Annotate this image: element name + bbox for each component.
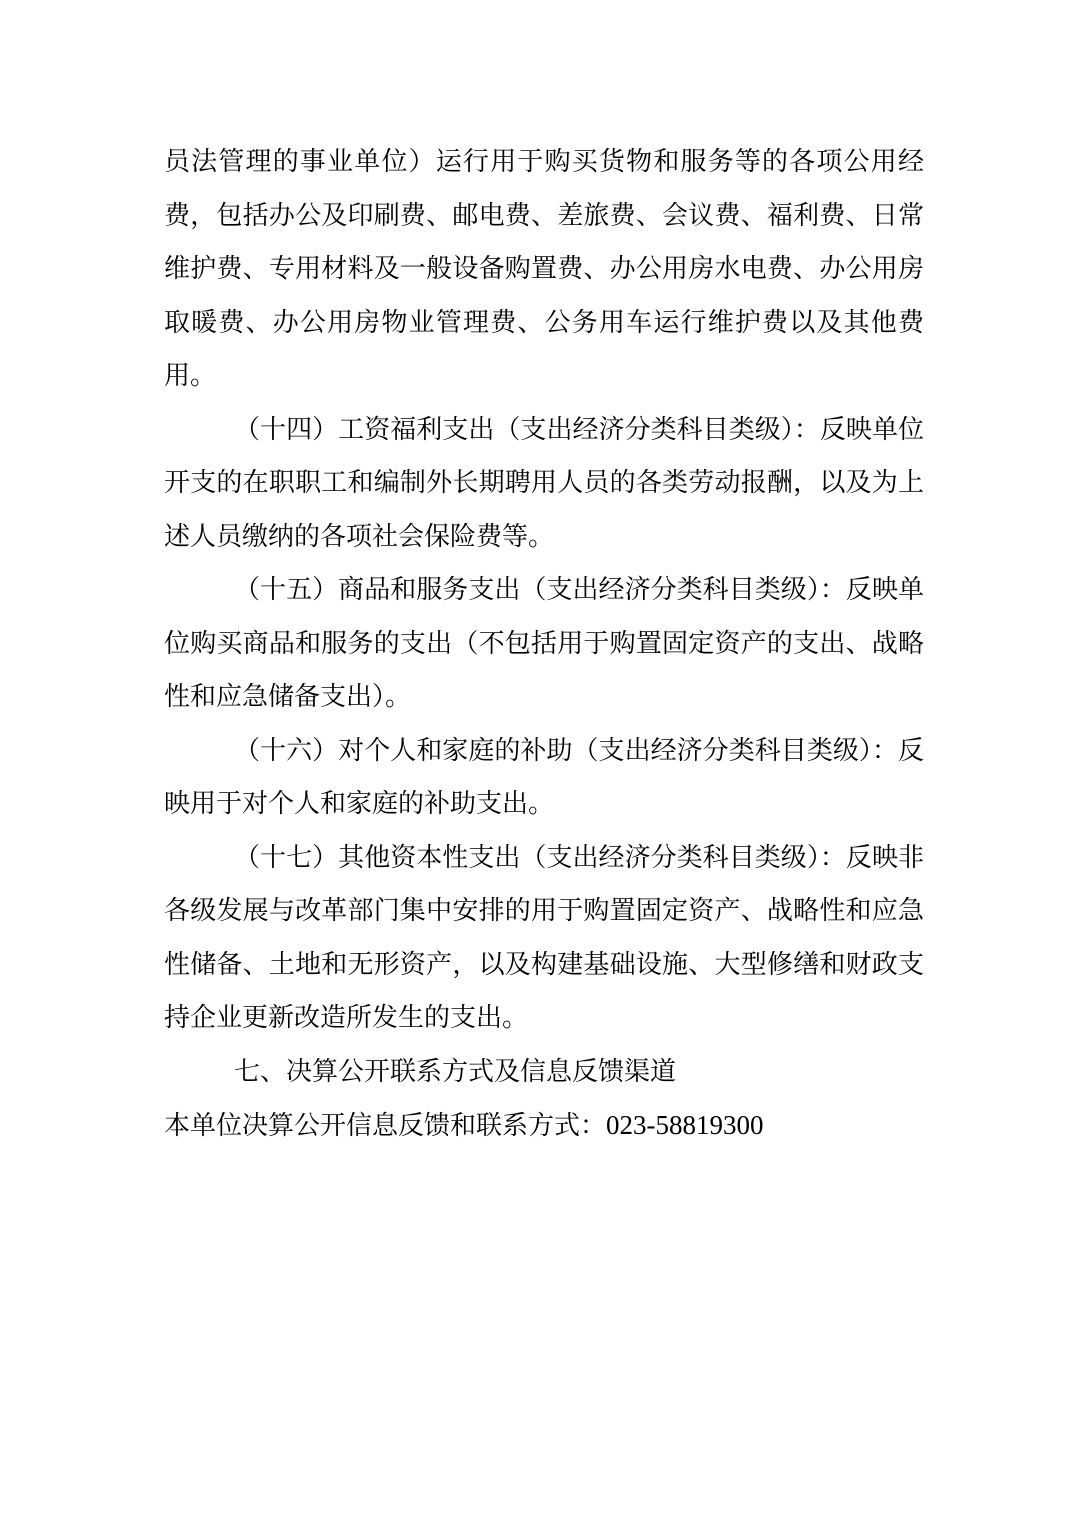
paragraph-public-expense-continued: 员法管理的事业单位）运行用于购买货物和服务等的各项公用经费，包括办公及印刷费、邮电费、差旅费、会议费、福利费、日常维护费、专用材料及一般设备购置费、办公用房水电费、办公用房取暖费、办公用房物业管理费、公务用车运行维护费以及其他费用。 — [164, 147, 924, 391]
paragraph-item-14: （十四）工资福利支出（支出经济分类科目类级）：反映单位开支的在职职工和编制外长期聘用人员的各类劳动报酬，以及为上述人员缴纳的各项社会保险费等。 — [164, 414, 924, 552]
contact-label: 本单位决算公开信息反馈和联系方式： — [164, 1111, 607, 1141]
section-7-heading: 七、决算公开联系方式及信息反馈渠道 — [234, 1056, 677, 1087]
paragraph-item-17: （十七）其他资本性支出（支出经济分类科目类级）：反映非各级发展与改革部门集中安排的用于购置固定资产、战略性和应急性储备、土地和无形资产，以及构建基础设施、大型修缮和财政支持企业更新改造所发生的支出。 — [164, 842, 924, 1033]
document-body — [164, 136, 924, 1154]
contact-phone: 023-58819300 — [606, 1110, 764, 1140]
paragraph-item-16: （十六）对个人和家庭的补助（支出经济分类科目类级）：反映用于对个人和家庭的补助支出。 — [164, 735, 924, 819]
paragraph-item-15: （十五）商品和服务支出（支出经济分类科目类级）：反映单位购买商品和服务的支出（不包括用于购置固定资产的支出、战略性和应急储备支出）。 — [164, 575, 924, 712]
contact-line — [164, 1099, 924, 1154]
